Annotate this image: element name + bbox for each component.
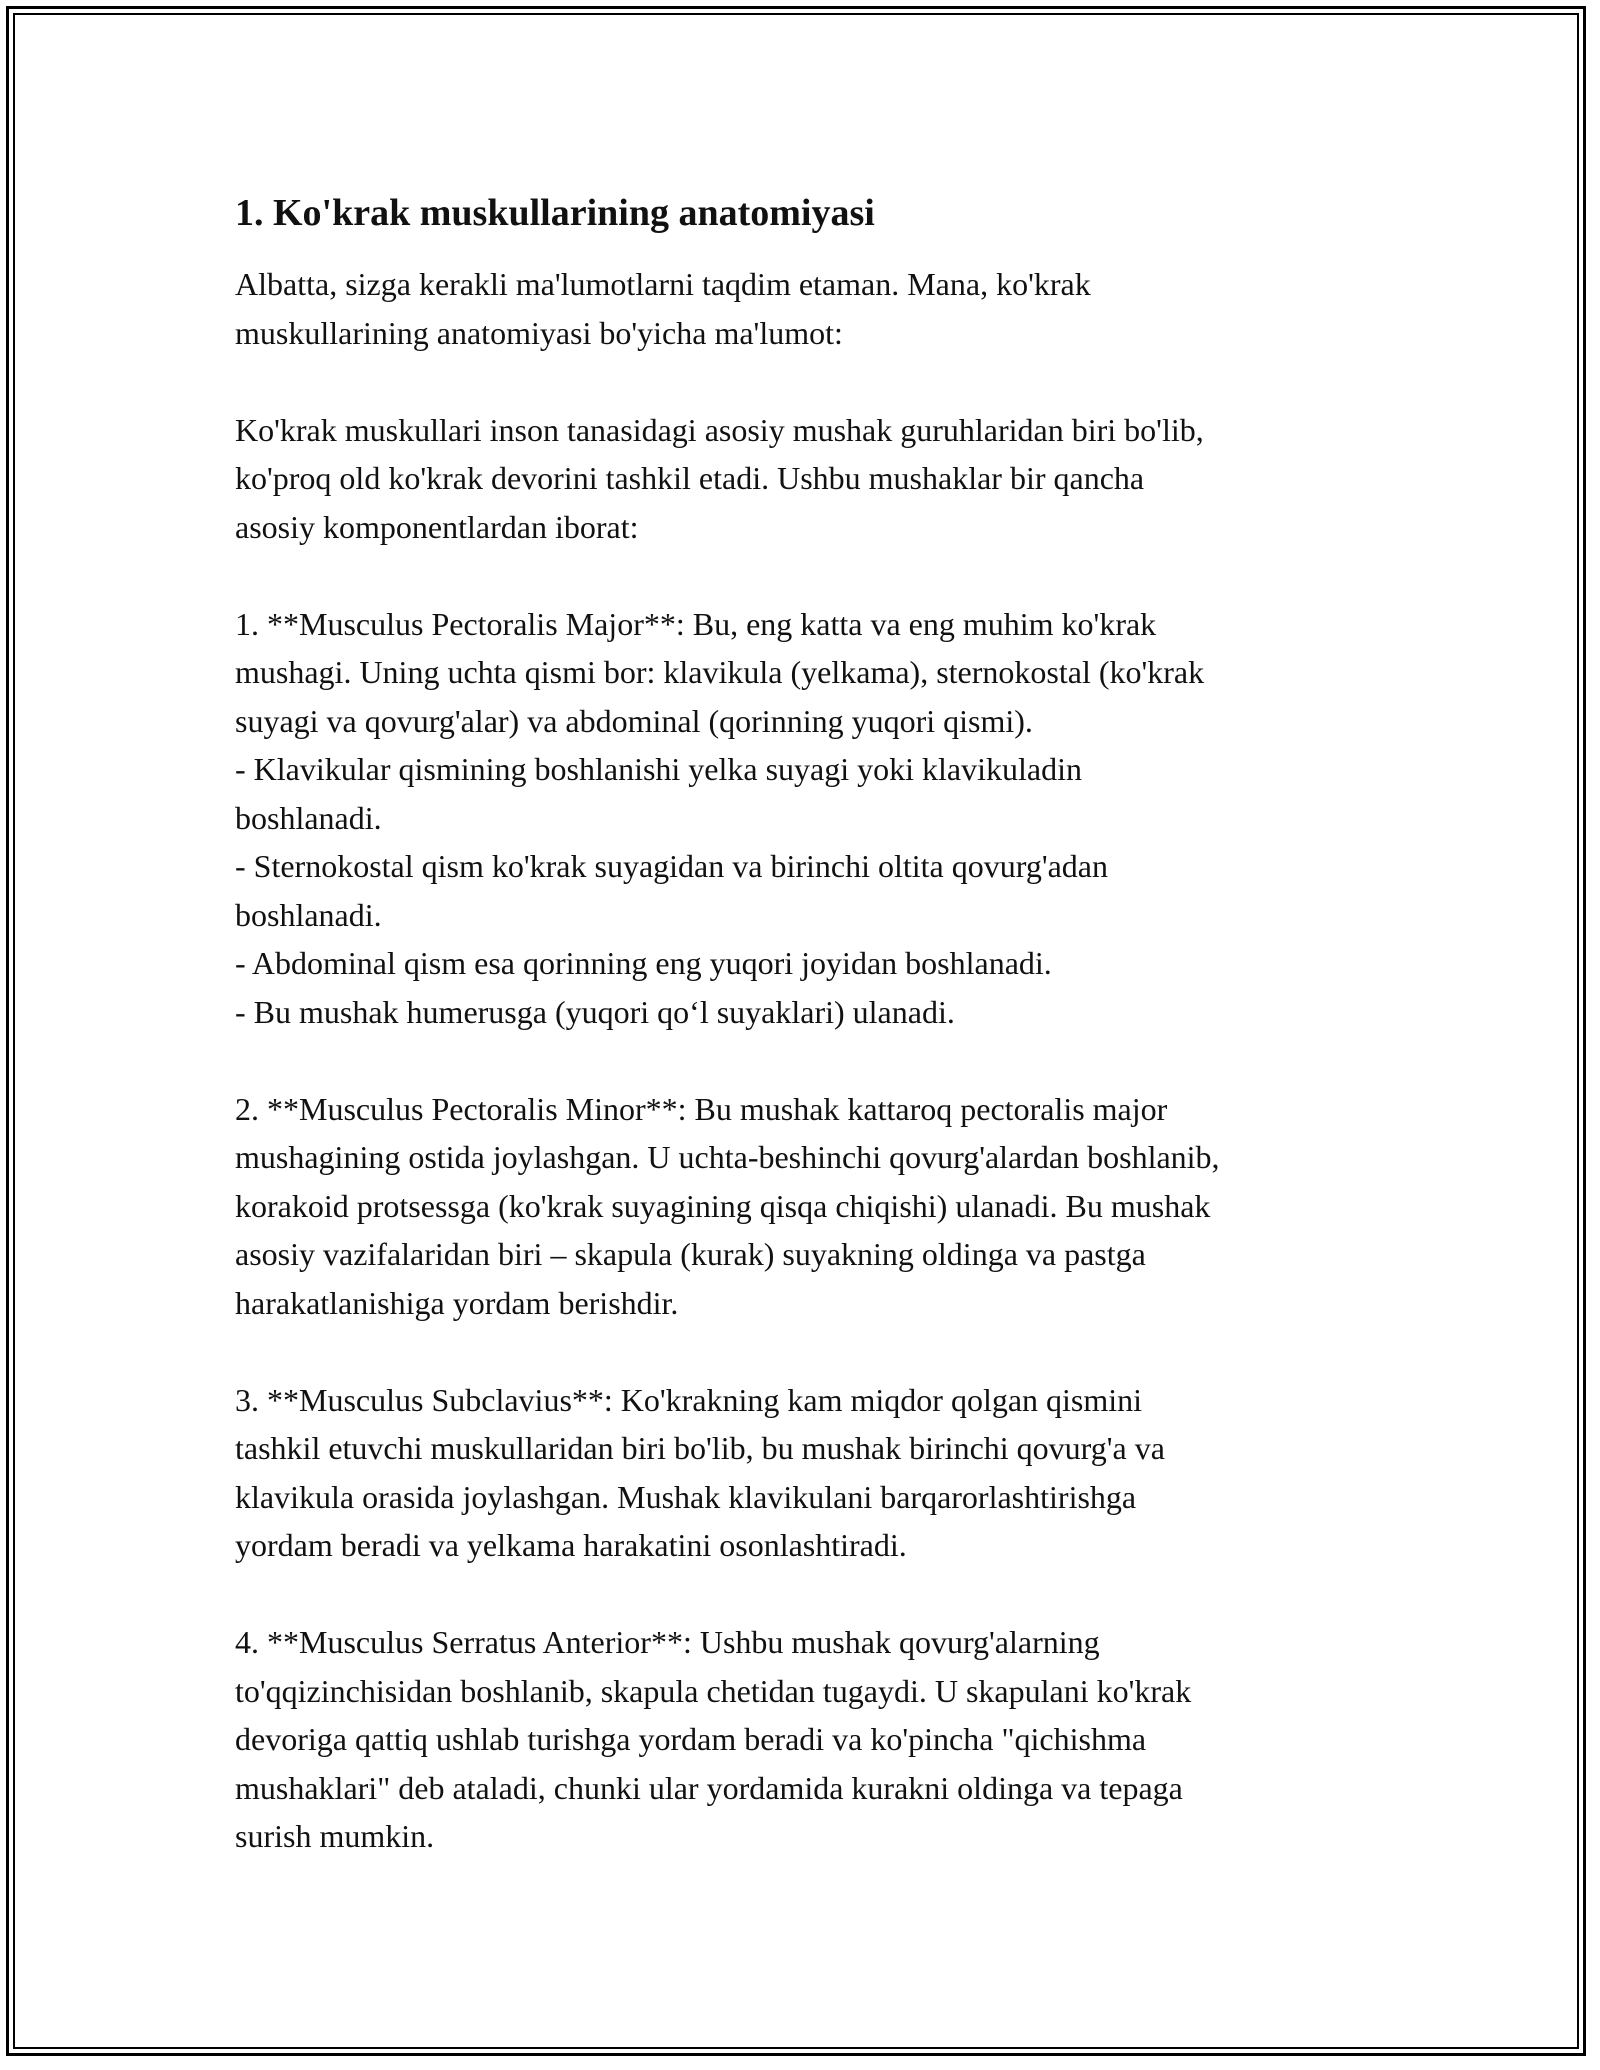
- document-body: [235, 188, 1395, 1861]
- document-title: 1. Ko'krak muskullarining anatomiyasi: [235, 192, 875, 234]
- serratus-anterior-paragraph: 4. **Musculus Serratus Anterior**: Ushbu mushak qovurg'alarning to'qqizinchisidan boshlanib, skapula chetidan tugaydi. U skapulani ko'krak devoriga qattiq ushlab turishga yordam beradi va ko'pincha "qichishma mushaklari" deb ataladi, chunki ular yordamida kurakni oldinga va tepaga surish mumkin.: [235, 1624, 1192, 1854]
- subclavius-paragraph: 3. **Musculus Subclavius**: Ko'krakning kam miqdor qolgan qismini tashkil etuvchi muskullaridan biri bo'lib, bu mushak birinchi qovurg'a va klavikula orasida joylashgan. Mushak klavikulani barqarorlashtirishga yordam beradi va yelkama harakatini osonlashtiradi.: [235, 1381, 1165, 1563]
- pectoralis-major-paragraph: 1. **Musculus Pectoralis Major**: Bu, eng katta va eng muhim ko'krak mushagi. Uning uchta qismi bor: klavikula (yelkama), sternokostal (ko'krak suyagi va qovurg'alar) va abdominal (qorinning yuqori qismi). - Klavikular qismining boshlanishi yelka suyagi yoki klavikuladin boshlanadi. - Sternokostal qism ko'krak suyagidan va birinchi oltita qovurg'adan boshlanadi. - Abdominal qism esa qorinning eng yuqori joyidan boshlanadi. - Bu mushak humerusga (yuqori qo‘l suyaklari) ulanadi.: [235, 605, 1205, 1030]
- intro-paragraph: Albatta, sizga kerakli ma'lumotlarni taqdim etaman. Mana, ko'krak muskullarining anatomiyasi bo'yicha ma'lumot:: [235, 266, 1091, 351]
- overview-paragraph: Ko'krak muskullari inson tanasidagi asosiy mushak guruhlaridan biri bo'lib, ko'proq old ko'krak devorini tashkil etadi. Ushbu mushaklar bir qancha asosiy komponentlardan iborat:: [235, 411, 1204, 545]
- pectoralis-minor-paragraph: 2. **Musculus Pectoralis Minor**: Bu mushak kattaroq pectoralis major mushagining ostida joylashgan. U uchta-beshinchi qovurg'alardan boshlanib, korakoid protsessga (ko'krak suyagining qisqa chiqishi) ulanadi. Bu mushak asosiy vazifalaridan biri – skapula (kurak) suyakning oldinga va pastga harakatlanishiga yordam berishdir.: [235, 1090, 1220, 1321]
